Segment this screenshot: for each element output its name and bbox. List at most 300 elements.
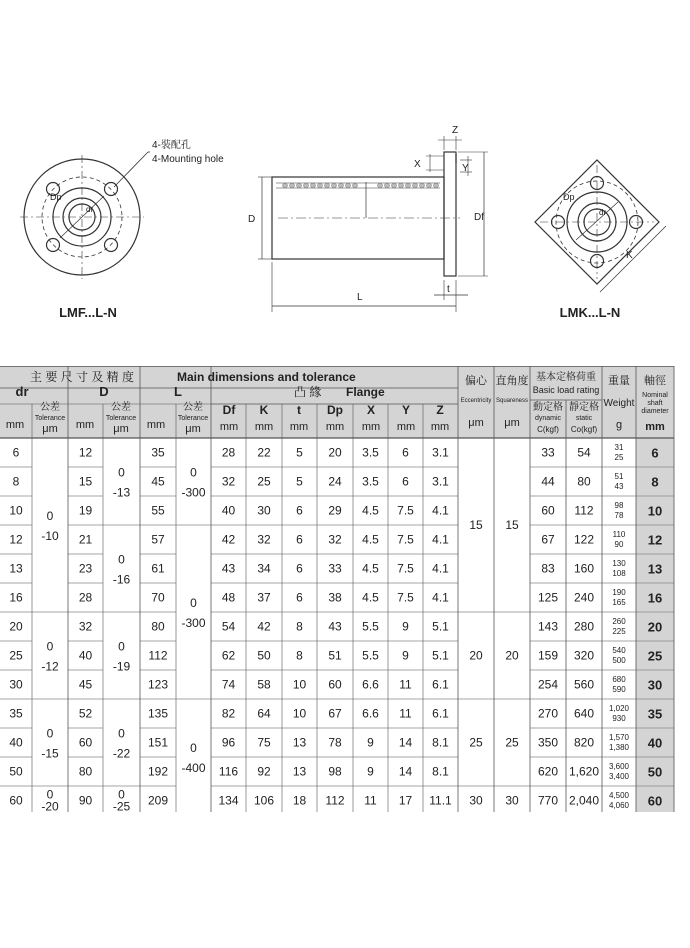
head-t: t <box>297 403 301 417</box>
spec-table <box>0 366 690 812</box>
cell-dp: 38 <box>328 590 342 605</box>
cell-weight-lower: 1,380 <box>608 743 630 752</box>
head-d-tol-um: μm <box>113 423 129 435</box>
cell-c: 254 <box>537 677 559 692</box>
head-l-tol-cn: 公差 <box>183 402 203 413</box>
cell-df: 134 <box>218 793 239 808</box>
ecc-value: 20 <box>469 648 483 663</box>
cell-z: 4.1 <box>432 590 449 605</box>
cell-dr: 40 <box>9 735 23 750</box>
cell-t: 8 <box>296 619 303 634</box>
cell-weight-upper: 110 <box>612 530 626 539</box>
cell-dr: 16 <box>9 590 23 605</box>
cell-weight-upper: 680 <box>612 675 626 684</box>
cell-z: 3.1 <box>432 474 449 489</box>
dr-tol-upper: 0 <box>46 509 54 523</box>
cell-k: 37 <box>257 590 271 605</box>
cell-dp: 78 <box>328 735 342 750</box>
cell-shaft: 25 <box>647 648 663 664</box>
l-tol-upper: 0 <box>190 741 197 755</box>
cell-t: 13 <box>292 764 307 779</box>
flange-en: Flange <box>346 385 385 399</box>
cell-weight-upper: 51 <box>614 472 624 481</box>
cell-dp: 98 <box>328 764 342 779</box>
head-dyn-en: dynamic <box>534 415 562 422</box>
cell-d: 32 <box>78 619 93 634</box>
cell-shaft: 30 <box>647 677 663 693</box>
cell-co: 820 <box>573 735 595 750</box>
cell-l: 57 <box>151 532 165 547</box>
cell-x: 5.5 <box>362 619 379 634</box>
cell-t: 10 <box>292 706 307 721</box>
cell-c: 620 <box>537 764 559 779</box>
cell-l: 123 <box>147 677 169 692</box>
cell-y: 14 <box>398 735 413 750</box>
d-tol-lower: -25 <box>112 799 131 812</box>
dr-tol-upper: 0 <box>46 726 54 741</box>
cell-df: 32 <box>221 474 236 489</box>
cell-df: 48 <box>221 590 236 605</box>
cell-x: 3.5 <box>362 445 379 460</box>
cell-t: 6 <box>296 561 303 576</box>
lmf-dr-label: dr <box>86 205 94 214</box>
head-t-mm: mm <box>289 421 309 433</box>
cell-shaft: 6 <box>651 445 659 461</box>
head-l-mm: mm <box>146 419 166 431</box>
cell-df: 43 <box>221 561 236 576</box>
cell-k: 75 <box>257 735 271 750</box>
cell-dp: 60 <box>328 677 342 692</box>
cell-dp: 29 <box>328 503 342 518</box>
cell-t: 5 <box>296 445 303 460</box>
cell-c: 159 <box>537 648 559 663</box>
head-l: L <box>174 384 182 399</box>
cell-shaft: 40 <box>647 735 663 751</box>
head-d-mm: mm <box>75 419 95 431</box>
cell-dr: 8 <box>12 474 20 489</box>
cell-dp: 51 <box>328 648 342 663</box>
cell-df: 116 <box>218 764 239 779</box>
cell-l: 70 <box>151 590 165 605</box>
cell-y: 14 <box>398 764 413 779</box>
cell-z: 3.1 <box>432 445 449 460</box>
head-shaft-en2: shaft <box>647 400 663 407</box>
cell-k: 32 <box>257 532 271 547</box>
head-sq-cn: 直角度 <box>495 375 529 387</box>
cell-t: 6 <box>296 590 303 605</box>
head-dyn-cn: 動定格 <box>533 402 563 413</box>
flange-cn: 凸 緣 <box>294 385 322 399</box>
cell-dp: 43 <box>328 619 342 634</box>
ecc-value: 25 <box>469 735 483 750</box>
cell-l: 45 <box>151 474 165 489</box>
cell-z: 4.1 <box>432 532 449 547</box>
cell-l: 209 <box>147 793 169 808</box>
cell-t: 8 <box>296 648 303 663</box>
cell-dp: 20 <box>328 445 342 460</box>
head-weight-g: g <box>615 419 623 431</box>
cell-d: 40 <box>78 648 93 663</box>
cell-dp: 32 <box>328 532 342 547</box>
cell-c: 33 <box>541 445 555 460</box>
cell-shaft: 20 <box>647 619 663 635</box>
cell-z: 6.1 <box>432 706 449 721</box>
sq-value: 20 <box>505 648 519 663</box>
head-weight-en: Weight <box>603 398 635 409</box>
head-shaft-en1: Nominal <box>642 392 668 399</box>
cell-l: 35 <box>151 445 165 460</box>
cell-x: 3.5 <box>362 474 379 489</box>
head-dyn-sym: C(kgf) <box>537 425 559 434</box>
cell-weight-lower: 43 <box>614 482 624 491</box>
cell-shaft: 12 <box>647 532 663 548</box>
head-load-en: Basic load rating <box>532 385 600 395</box>
cell-x: 4.5 <box>362 503 379 518</box>
cell-co: 280 <box>573 619 595 634</box>
cell-c: 270 <box>537 706 559 721</box>
d-tol-upper: 0 <box>118 552 125 567</box>
side-z-label: Z <box>452 125 459 136</box>
cell-df: 96 <box>221 735 236 750</box>
head-df-mm: mm <box>219 421 239 433</box>
cell-l: 135 <box>147 706 169 721</box>
ball-row <box>283 183 439 188</box>
ecc-value: 15 <box>469 518 483 532</box>
cell-weight-lower: 4,060 <box>608 801 630 810</box>
cell-x: 4.5 <box>362 561 379 576</box>
cell-weight-lower: 108 <box>612 569 626 578</box>
cell-k: 34 <box>257 561 271 576</box>
cell-c: 83 <box>541 561 555 576</box>
l-tol-upper: 0 <box>190 465 197 480</box>
cell-shaft: 10 <box>647 503 663 519</box>
lmf-front-view <box>20 152 150 279</box>
head-ecc-um: μm <box>468 417 484 429</box>
lmk-dp-label: Dp <box>563 192 575 202</box>
d-tol-upper: 0 <box>118 639 125 654</box>
cell-t: 13 <box>292 735 307 750</box>
title-cn: 主 要 尺 寸 及 精 度 <box>30 370 135 384</box>
cell-dr: 12 <box>9 532 23 547</box>
cell-x: 6.6 <box>362 677 379 692</box>
cell-dr: 30 <box>9 677 23 692</box>
cell-c: 67 <box>541 532 555 547</box>
cell-k: 25 <box>257 474 271 489</box>
cell-co: 122 <box>573 532 595 547</box>
cell-c: 60 <box>541 503 555 518</box>
cell-df: 62 <box>221 648 236 663</box>
head-sta-en: static <box>575 415 593 422</box>
head-y-mm: mm <box>396 421 416 433</box>
cell-co: 54 <box>577 445 591 460</box>
lmk-front-view <box>535 160 666 292</box>
cell-y: 7.5 <box>397 590 414 605</box>
side-y-label: Y <box>462 163 469 174</box>
cell-weight-upper: 4,500 <box>608 791 630 800</box>
lmf-dp-label: Dp <box>50 192 62 202</box>
head-df: Df <box>222 403 236 417</box>
cell-dr: 20 <box>9 619 23 634</box>
side-t-label: t <box>447 284 450 295</box>
cell-co: 320 <box>573 648 595 663</box>
cell-z: 5.1 <box>432 648 449 663</box>
cell-weight-lower: 930 <box>612 714 626 723</box>
side-l-label: L <box>357 292 363 303</box>
sq-value: 30 <box>505 793 519 808</box>
d-tol-upper: 0 <box>118 465 125 480</box>
cell-x: 9 <box>367 764 374 779</box>
cell-dp: 112 <box>325 793 345 808</box>
lmk-dr-label: dr <box>599 208 607 217</box>
d-tol-upper: 0 <box>118 726 125 741</box>
cell-weight-upper: 31 <box>614 443 624 452</box>
cell-weight-upper: 98 <box>614 501 624 510</box>
cell-x: 4.5 <box>362 532 379 547</box>
cell-k: 22 <box>257 445 271 460</box>
head-sta-sym: Co(kgf) <box>570 425 598 434</box>
head-dr: dr <box>15 384 29 399</box>
cell-x: 5.5 <box>362 648 379 663</box>
l-tol-lower: -300 <box>181 616 206 630</box>
cell-df: 82 <box>221 706 236 721</box>
cell-weight-lower: 90 <box>614 540 624 549</box>
head-dr-mm: mm <box>5 419 25 431</box>
cell-shaft: 50 <box>647 764 663 780</box>
cell-d: 60 <box>78 735 93 750</box>
cell-y: 11 <box>399 677 412 692</box>
head-d: D <box>99 384 109 399</box>
cell-d: 19 <box>78 503 93 518</box>
cell-y: 9 <box>402 619 409 634</box>
dr-tol-upper: 0 <box>46 639 54 654</box>
cell-d: 80 <box>78 764 93 779</box>
head-ecc-cn: 偏心 <box>465 375 487 387</box>
cell-dr: 10 <box>9 503 23 518</box>
cell-co: 240 <box>573 590 595 605</box>
cell-dp: 67 <box>328 706 342 721</box>
cell-x: 9 <box>367 735 374 750</box>
cell-z: 8.1 <box>432 735 449 750</box>
cell-y: 7.5 <box>397 561 414 576</box>
l-tol-upper: 0 <box>190 596 197 610</box>
hole-note-en: 4-Mounting hole <box>152 154 224 165</box>
cell-z: 4.1 <box>432 503 449 518</box>
cell-k: 50 <box>257 648 271 663</box>
dr-tol-lower: -20 <box>41 799 59 812</box>
cell-weight-upper: 260 <box>612 617 626 626</box>
cell-y: 17 <box>398 793 413 808</box>
cell-z: 8.1 <box>432 764 449 779</box>
head-sq-en: Squareness <box>495 398 529 404</box>
cell-k: 42 <box>257 619 271 634</box>
cell-x: 11 <box>364 793 377 808</box>
head-dr-tol-um: μm <box>42 423 58 435</box>
d-tol-lower: -22 <box>112 746 131 761</box>
dr-tol-lower: -10 <box>41 529 59 543</box>
cell-t: 6 <box>296 532 303 547</box>
cell-dr: 6 <box>12 445 20 460</box>
cell-t: 18 <box>292 793 307 808</box>
head-shaft-cn: 軸徑 <box>644 375 666 387</box>
cell-weight-upper: 1,020 <box>608 704 630 713</box>
cell-shaft: 8 <box>651 474 659 490</box>
side-section-view <box>258 136 488 312</box>
cell-d: 90 <box>78 793 93 808</box>
head-y: Y <box>401 403 411 417</box>
cell-weight-upper: 1,570 <box>608 733 630 742</box>
cell-k: 106 <box>253 793 275 808</box>
hole-note-cn: 4-裝配孔 <box>152 140 191 151</box>
cell-c: 770 <box>537 793 559 808</box>
cell-co: 640 <box>573 706 595 721</box>
head-dr-tol-cn: 公差 <box>40 402 60 413</box>
cell-y: 6 <box>402 445 409 460</box>
lmk-k-label: K <box>626 250 633 261</box>
cell-weight-upper: 190 <box>612 588 626 597</box>
cell-weight-lower: 500 <box>612 656 626 665</box>
cell-k: 30 <box>257 503 271 518</box>
cell-l: 55 <box>151 503 165 518</box>
head-d-tol-en: Tolerance <box>105 415 137 422</box>
cell-k: 58 <box>257 677 271 692</box>
head-ecc-en: Eccentricity <box>460 398 492 404</box>
cell-y: 7.5 <box>397 532 414 547</box>
cell-d: 45 <box>78 677 93 692</box>
cell-y: 7.5 <box>397 503 414 518</box>
cell-df: 74 <box>221 677 236 692</box>
cell-c: 143 <box>537 619 559 634</box>
head-sq-um: μm <box>504 417 520 429</box>
d-tol-upper: 0 <box>118 787 125 802</box>
ecc-value: 30 <box>469 793 483 808</box>
head-l-tol-en: Tolerance <box>177 415 209 422</box>
head-dp: Dp <box>327 403 343 417</box>
cell-co: 1,620 <box>568 764 600 779</box>
head-shaft-mm: mm <box>645 421 665 433</box>
dr-tol-upper: 0 <box>46 787 54 802</box>
cell-l: 61 <box>151 561 165 576</box>
head-k-mm: mm <box>254 421 274 433</box>
cell-y: 6 <box>402 474 409 489</box>
sq-value: 25 <box>505 735 519 750</box>
cell-shaft: 16 <box>647 590 663 606</box>
cell-l: 112 <box>148 648 168 663</box>
d-tol-lower: -19 <box>112 659 131 674</box>
cell-co: 2,040 <box>568 793 600 808</box>
side-d-label: D <box>248 214 256 225</box>
cell-co: 112 <box>574 503 594 518</box>
cell-co: 80 <box>577 474 591 489</box>
head-weight-cn: 重量 <box>608 375 630 387</box>
cell-dr: 60 <box>9 793 23 808</box>
cell-l: 151 <box>147 735 169 750</box>
cell-c: 125 <box>537 590 559 605</box>
head-z: Z <box>436 403 444 417</box>
lmk-label: LMK...L-N <box>559 305 621 320</box>
cell-d: 23 <box>78 561 93 576</box>
cell-weight-lower: 590 <box>612 685 626 694</box>
cell-d: 52 <box>78 706 93 721</box>
cell-k: 64 <box>257 706 271 721</box>
l-tol-lower: -300 <box>181 485 206 500</box>
cell-shaft: 35 <box>647 706 663 722</box>
cell-dr: 50 <box>9 764 23 779</box>
cell-l: 192 <box>147 764 169 779</box>
cell-d: 21 <box>78 532 93 547</box>
cell-t: 6 <box>296 503 303 518</box>
cell-weight-upper: 540 <box>612 646 626 655</box>
technical-drawings <box>0 0 690 340</box>
cell-weight-lower: 3,400 <box>608 772 630 781</box>
cell-x: 6.6 <box>362 706 379 721</box>
cell-z: 11.1 <box>429 793 452 808</box>
cell-df: 54 <box>221 619 236 634</box>
cell-shaft: 60 <box>647 793 663 809</box>
side-df-label: Df <box>474 212 484 223</box>
dr-tol-lower: -15 <box>41 746 59 761</box>
head-k: K <box>259 403 269 417</box>
cell-z: 5.1 <box>432 619 449 634</box>
cell-co: 560 <box>573 677 595 692</box>
head-x-mm: mm <box>361 421 381 433</box>
head-l-tol-um: μm <box>185 423 201 435</box>
cell-c: 44 <box>541 474 555 489</box>
title-en: Main dimensions and tolerance <box>177 370 356 384</box>
head-z-mm: mm <box>430 421 450 433</box>
cell-t: 5 <box>296 474 303 489</box>
head-shaft-en3: diameter <box>641 408 669 415</box>
cell-df: 42 <box>221 532 236 547</box>
head-sta-cn: 靜定格 <box>569 402 599 413</box>
head-x: X <box>366 403 376 417</box>
head-load-cn: 基本定格荷重 <box>536 372 596 383</box>
cell-weight-lower: 25 <box>614 453 624 462</box>
cell-c: 350 <box>537 735 559 750</box>
cell-dr: 13 <box>9 561 23 576</box>
cell-x: 4.5 <box>362 590 379 605</box>
side-x-label: X <box>414 159 421 170</box>
cell-dr: 35 <box>9 706 23 721</box>
head-dp-mm: mm <box>325 421 345 433</box>
cell-z: 6.1 <box>432 677 449 692</box>
cell-y: 9 <box>402 648 409 663</box>
head-dr-tol-en: Tolerance <box>34 415 66 422</box>
d-tol-lower: -13 <box>112 485 131 500</box>
cell-dr: 25 <box>9 648 23 663</box>
cell-weight-lower: 78 <box>614 511 624 520</box>
cell-d: 28 <box>78 590 93 605</box>
cell-shaft: 13 <box>647 561 663 577</box>
cell-weight-lower: 165 <box>612 598 626 607</box>
dr-tol-lower: -12 <box>41 659 59 674</box>
lmf-label: LMF...L-N <box>59 305 117 320</box>
cell-weight-upper: 3,600 <box>608 762 630 771</box>
cell-co: 160 <box>573 561 595 576</box>
sq-value: 15 <box>505 518 519 532</box>
cell-df: 40 <box>221 503 236 518</box>
cell-y: 11 <box>399 706 412 721</box>
d-tol-lower: -16 <box>112 572 131 587</box>
cell-weight-lower: 225 <box>612 627 626 636</box>
cell-t: 10 <box>292 677 307 692</box>
cell-df: 28 <box>221 445 236 460</box>
cell-dp: 24 <box>328 474 342 489</box>
cell-weight-upper: 130 <box>612 559 626 568</box>
cell-k: 92 <box>257 764 271 779</box>
cell-l: 80 <box>151 619 165 634</box>
cell-d: 15 <box>78 474 93 489</box>
cell-dp: 33 <box>328 561 342 576</box>
